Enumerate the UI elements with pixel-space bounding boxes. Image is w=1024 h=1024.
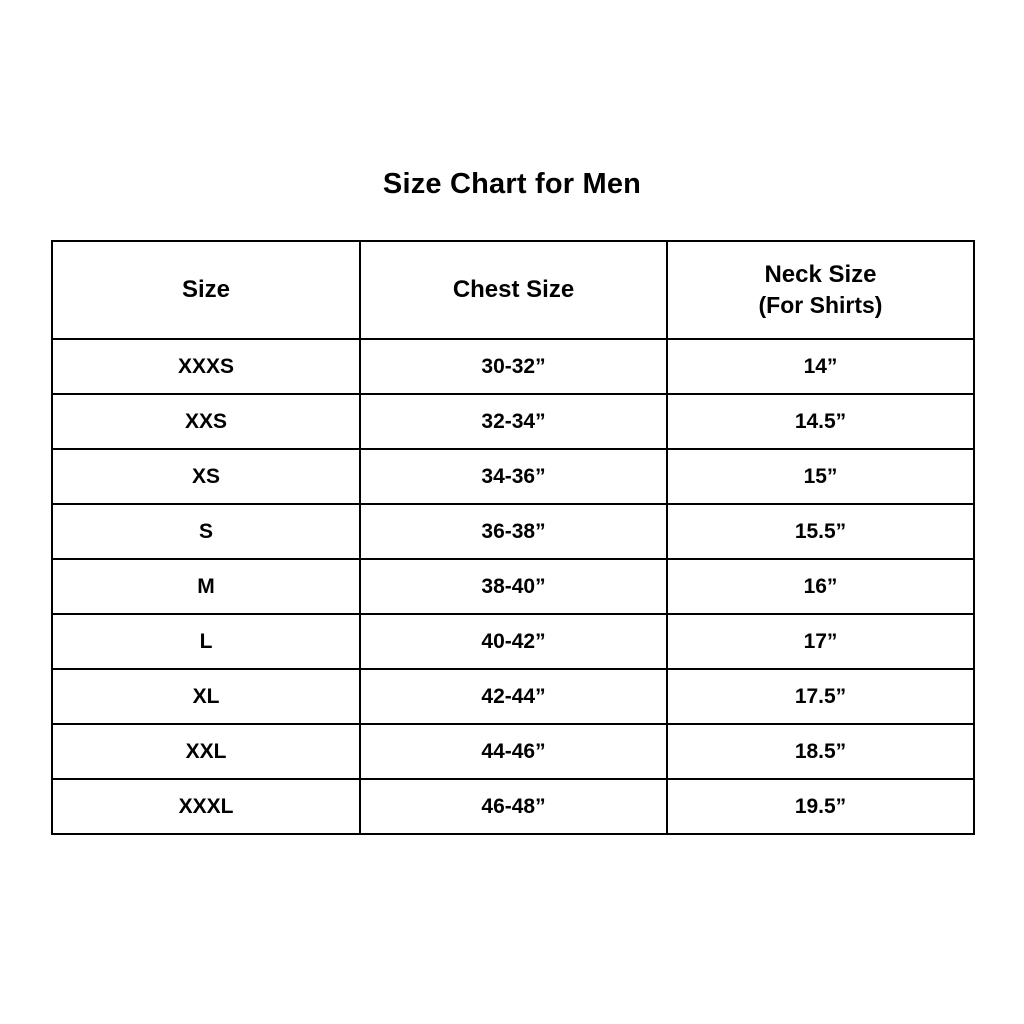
- cell-chest: 30-32”: [360, 339, 667, 394]
- cell-size: M: [52, 559, 360, 614]
- size-chart-table-container: [51, 240, 973, 835]
- cell-chest: 44-46”: [360, 724, 667, 779]
- column-header-neck-size-sublabel: (For Shirts): [758, 291, 883, 318]
- table-row: [52, 339, 974, 394]
- column-header-size: [52, 241, 360, 339]
- cell-neck: 14”: [667, 339, 974, 394]
- cell-size: XL: [52, 669, 360, 724]
- cell-neck: 18.5”: [667, 724, 974, 779]
- cell-chest: 46-48”: [360, 779, 667, 834]
- table-body: [52, 339, 974, 834]
- table-header-row: [52, 241, 974, 339]
- cell-chest: 36-38”: [360, 504, 667, 559]
- table-row: [52, 724, 974, 779]
- column-header-neck-size: [667, 241, 974, 339]
- table-row: [52, 559, 974, 614]
- cell-neck: 16”: [667, 559, 974, 614]
- cell-size: XS: [52, 449, 360, 504]
- table-row: [52, 449, 974, 504]
- column-header-chest-size-label: Chest Size: [452, 275, 575, 303]
- table-row: [52, 504, 974, 559]
- column-header-chest-size: [360, 241, 667, 339]
- table-row: [52, 614, 974, 669]
- table-header: [52, 241, 974, 339]
- cell-neck: 15”: [667, 449, 974, 504]
- cell-size: XXL: [52, 724, 360, 779]
- cell-size: XXS: [52, 394, 360, 449]
- table-row: [52, 779, 974, 834]
- cell-neck: 15.5”: [667, 504, 974, 559]
- cell-size: XXXS: [52, 339, 360, 394]
- column-header-size-label: Size: [181, 275, 231, 303]
- table-row: [52, 669, 974, 724]
- cell-neck: 17”: [667, 614, 974, 669]
- cell-neck: 17.5”: [667, 669, 974, 724]
- column-header-neck-size-label: Neck Size: [764, 260, 877, 288]
- cell-chest: 40-42”: [360, 614, 667, 669]
- cell-neck: 14.5”: [667, 394, 974, 449]
- size-chart-table: [51, 240, 975, 835]
- table-row: [52, 394, 974, 449]
- cell-chest: 34-36”: [360, 449, 667, 504]
- cell-chest: 32-34”: [360, 394, 667, 449]
- page-title: Size Chart for Men: [382, 168, 642, 200]
- cell-size: S: [52, 504, 360, 559]
- cell-chest: 42-44”: [360, 669, 667, 724]
- cell-chest: 38-40”: [360, 559, 667, 614]
- cell-size: XXXL: [52, 779, 360, 834]
- cell-neck: 19.5”: [667, 779, 974, 834]
- cell-size: L: [52, 614, 360, 669]
